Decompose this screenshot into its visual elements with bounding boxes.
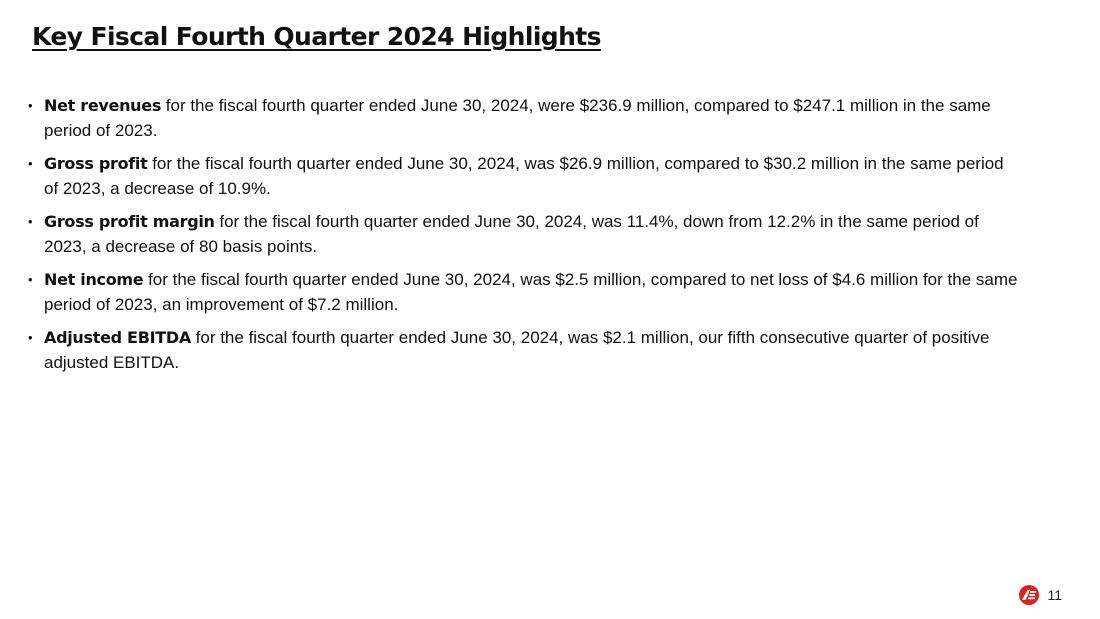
bullet-text: for the fiscal fourth quarter ended June 30, 2024, was 11.4%, down from 12.2% in the same period of 2023, a decrease of 80 basis points. (44, 212, 979, 256)
bullet-text: for the fiscal fourth quarter ended June 30, 2024, was $2.5 million, compared to net loss of $4.6 million for the same period of 2023, an improvement of $7.2 million. (44, 270, 1018, 314)
list-item (28, 151, 1018, 201)
bullet-dot: • (28, 330, 33, 345)
bullet-text: for the fiscal fourth quarter ended June 30, 2024, was $26.9 million, compared to $30.2 million in the same period of 2023, a decrease of 10.9%. (44, 154, 1004, 198)
bullet-lead: Net revenues (44, 96, 162, 115)
list-item (28, 325, 1018, 375)
highlights-list (28, 93, 1018, 383)
page-number: 11 (1047, 587, 1062, 603)
bullet-lead: Net income (44, 270, 144, 289)
slide-footer (1019, 585, 1062, 605)
list-item (28, 209, 1018, 259)
bullet-lead: Gross profit (44, 154, 148, 173)
bullet-lead: Adjusted EBITDA (44, 328, 191, 347)
bullet-dot: • (28, 272, 33, 287)
bullet-dot: • (28, 98, 33, 113)
bullet-lead: Gross profit margin (44, 212, 215, 231)
list-item (28, 93, 1018, 143)
company-logo-icon (1019, 585, 1039, 605)
bullet-text: for the fiscal fourth quarter ended June 30, 2024, were $236.9 million, compared to $247.1 million in the same period of 2023. (44, 96, 991, 140)
slide-title: Key Fiscal Fourth Quarter 2024 Highlights (32, 22, 601, 51)
list-item (28, 267, 1018, 317)
bullet-dot: • (28, 214, 33, 229)
bullet-text: for the fiscal fourth quarter ended June 30, 2024, was $2.1 million, our fifth consecutive quarter of positive adjusted EBITDA. (44, 328, 990, 372)
bullet-dot: • (28, 156, 33, 171)
